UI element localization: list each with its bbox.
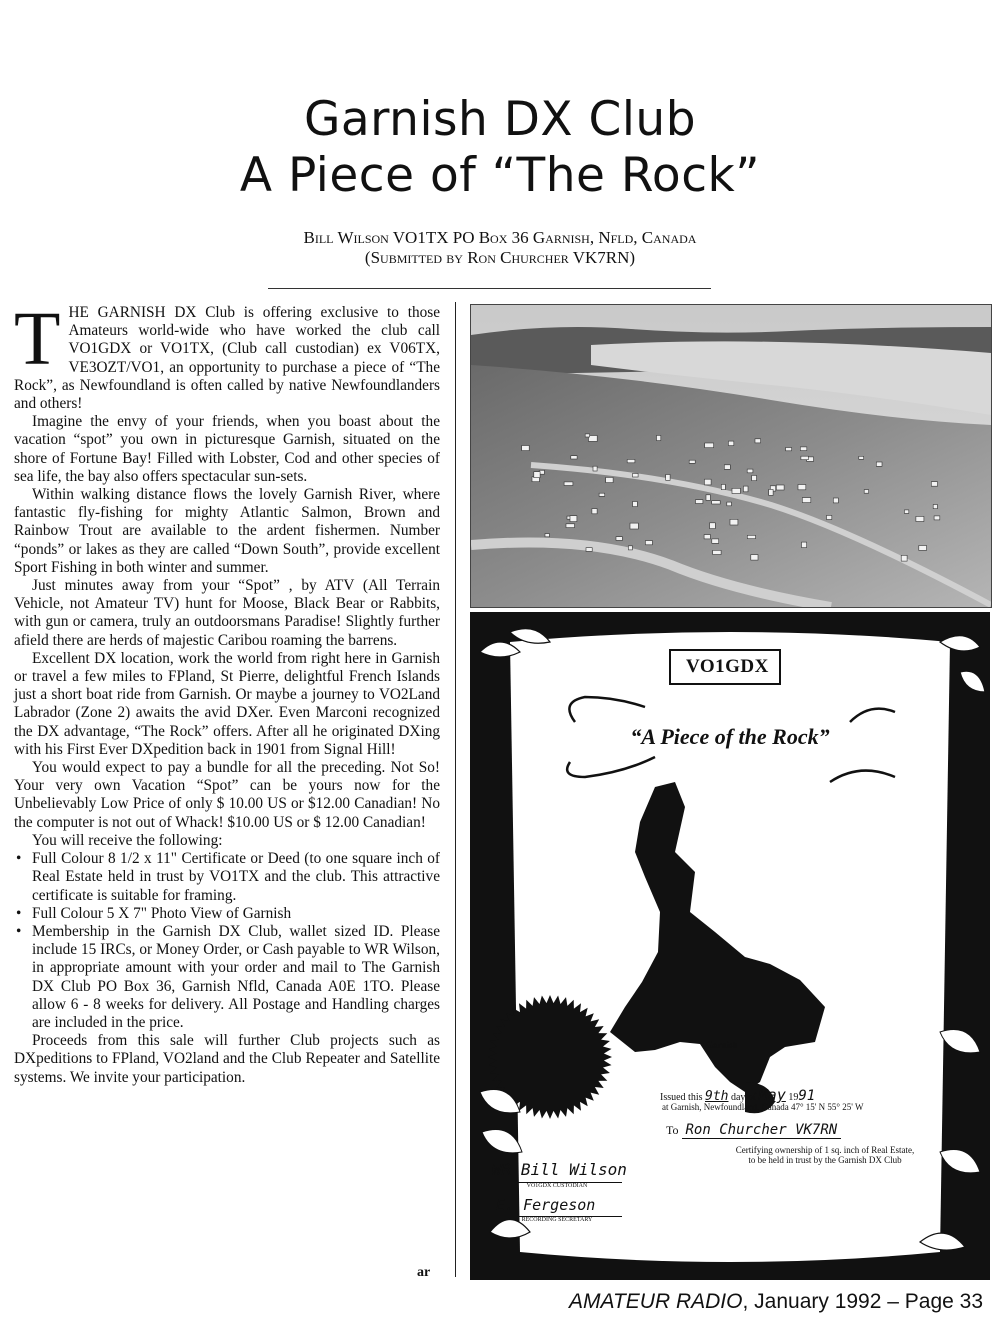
house xyxy=(901,555,907,561)
offer-list xyxy=(14,850,440,1032)
ownership-line-2: to be held in trust by the Garnish DX Club xyxy=(748,1155,902,1165)
house xyxy=(724,465,730,470)
house xyxy=(931,482,937,487)
house xyxy=(633,502,638,507)
house xyxy=(802,498,811,503)
house xyxy=(801,456,808,460)
house xyxy=(585,434,589,437)
certificate-location: at Garnish, Newfoundland, Canada 47° 15' N 55° 25' W xyxy=(662,1102,864,1112)
certificate-callsign: VO1GDX xyxy=(686,656,769,677)
list-item: • Full Colour 5 X 7" Photo View of Garnish xyxy=(32,905,440,923)
house xyxy=(571,456,577,459)
column-divider xyxy=(455,302,456,1277)
house xyxy=(522,446,530,451)
house xyxy=(599,493,605,496)
house xyxy=(728,441,733,446)
house xyxy=(833,498,838,503)
house xyxy=(645,541,652,545)
house xyxy=(743,486,748,492)
publication-name: AMATEUR RADIO xyxy=(569,1290,743,1313)
submitter-line: (Submitted by Ron Churcher VK7RN) xyxy=(364,248,636,267)
house xyxy=(747,469,753,473)
byline xyxy=(0,228,1000,268)
house xyxy=(704,535,710,539)
map-label-garnish: Garnish xyxy=(706,1040,738,1050)
house xyxy=(800,447,807,451)
house xyxy=(627,459,635,462)
article-title xyxy=(0,92,1000,204)
leaf-corner-right xyxy=(940,1030,980,1173)
house xyxy=(628,546,632,550)
issued-month: May xyxy=(758,1086,786,1104)
house xyxy=(755,439,761,443)
paragraph-6: You would expect to pay a bundle for all the preceding. Not So! Your very own Vacation “Spot” can be yours now for the Unbelievably Low Price of only $ 10.00 US or $12.00 Canadian! No the computer is not out of Whack! $10.00 US or $ 12.00 Canadian! xyxy=(14,759,440,831)
paragraph-1-text: HE GARNISH DX Club is offering exclusive to those Amateurs world-wide who have worked the club call VO1GDX or VO1TX, (Club call custodian) ex V06TX, VE3OZT/VO1, an opportunity to purchase a piece of “The Rock”, as Newfoundland is often called by native Newfoundlanders and others! xyxy=(14,304,440,413)
house xyxy=(657,435,661,440)
house xyxy=(802,542,807,548)
certificate xyxy=(470,612,990,1280)
issued-prefix: Issued this xyxy=(660,1092,703,1103)
house xyxy=(593,466,597,471)
house xyxy=(592,509,597,514)
list-item: • Full Colour 8 1/2 x 11" Certificate or Deed (to one square inch of Real Estate held in trust by VO1TX and the club. This attractive certificate is suitable for framing. xyxy=(32,850,440,905)
aerial-photo xyxy=(470,304,992,608)
end-mark: ar xyxy=(417,1265,431,1280)
house xyxy=(776,485,784,490)
house xyxy=(786,448,792,451)
house xyxy=(919,546,927,551)
issue-and-page: , January 1992 – Page 33 xyxy=(742,1290,983,1313)
recipient-line xyxy=(666,1122,946,1138)
role-custodian: VO1GDX CUSTODIAN xyxy=(492,1182,622,1189)
house xyxy=(732,488,740,493)
ownership-statement xyxy=(710,1145,940,1165)
house xyxy=(633,474,639,478)
house xyxy=(933,505,937,509)
house xyxy=(606,477,613,482)
paragraph-3: Within walking distance flows the lovely Garnish River, where fantastic fly-fishing for mighty Atlantic Salmon, Brown and Rainbow Trout are available to the ardent fishermen. Number “ponds” or lakes as they are called “Down South”, provide excellent Sport Fishing in both winter and summer. xyxy=(14,486,440,576)
issued-day: 9th xyxy=(705,1089,729,1104)
house xyxy=(570,516,577,522)
house xyxy=(752,475,757,480)
house xyxy=(859,456,864,459)
signature-custodian: WR Bill Wilson xyxy=(492,1160,627,1179)
list-item: • Membership in the Garnish DX Club, wallet sized ID. Please include 15 IRCs, or Money Order, or Cash payable to WR Wilson, in appropriate amount with your order and mail to The Garnish DX Club PO Box 36, Garnish Nfld, Canada A0E 1TO. Please allow 6 - 8 weeks for delivery. All Postage and Handling charges are included in the price. xyxy=(32,923,440,1032)
house xyxy=(751,555,758,561)
house xyxy=(704,479,711,485)
house xyxy=(904,510,908,514)
issued-year: 91 xyxy=(798,1088,816,1104)
house xyxy=(916,516,924,521)
paragraph-1 xyxy=(14,297,440,413)
signature-secretary: E. Fergeson xyxy=(496,1196,596,1214)
house xyxy=(534,472,540,478)
title-line-1: Garnish DX Club xyxy=(303,92,697,147)
paragraph-7: You will receive the following: xyxy=(32,831,223,849)
year-prefix: 19 xyxy=(788,1092,799,1103)
house xyxy=(827,515,832,519)
day-of: day of xyxy=(730,1092,757,1103)
paragraph-4: Just minutes away from your “Spot” , by ATV (All Terrain Vehicle, not Amateur TV) hunt for Moose, Black Bear or Rabbits, with gun or camera, truly an outdoorsmans Paradise! Slightly further afield there are herds of majestic Caribou roaming the barrens. xyxy=(14,577,440,649)
house xyxy=(934,516,940,520)
house xyxy=(545,534,549,537)
to-label: To xyxy=(666,1123,679,1137)
page-footer xyxy=(0,1290,983,1314)
house xyxy=(727,502,732,506)
house xyxy=(713,550,721,554)
house xyxy=(696,500,703,504)
house xyxy=(798,485,806,490)
house xyxy=(586,548,592,552)
house xyxy=(666,475,670,481)
house xyxy=(705,443,714,448)
paragraph-5: Excellent DX location, work the world from right here in Garnish or travel a few miles to FPland, St Pierre, delightful French Islands just a short boat ride from Garnish. Or maybe a journey to VO2Land Labrador (Zone 2) awaits the avid DXer. Even Marconi recognized the DX advantage, “The Rock” offers. After all he originated DXing with his First Ever DXpedition back in 1901 from Signal Hill! xyxy=(14,649,440,758)
title-rule xyxy=(268,288,711,289)
house xyxy=(706,495,710,501)
house xyxy=(710,523,716,529)
certificate-motto: “A Piece of the Rock” xyxy=(630,724,830,749)
article-body xyxy=(14,297,440,1087)
drop-cap: T xyxy=(14,297,61,381)
house xyxy=(712,501,721,504)
house xyxy=(566,524,575,528)
house xyxy=(730,519,738,525)
house xyxy=(564,482,573,486)
house xyxy=(864,490,868,494)
author-line: Bill Wilson VO1TX PO Box 36 Garnish, Nfld, Canada xyxy=(303,228,697,247)
house xyxy=(769,489,773,495)
house xyxy=(721,484,725,489)
recipient-name: Ron Churcher VK7RN xyxy=(682,1122,842,1139)
ownership-line-1: Certifying ownership of 1 sq. inch of Real Estate, xyxy=(735,1145,915,1155)
certificate-artwork xyxy=(470,612,990,1280)
house xyxy=(747,535,755,538)
house xyxy=(689,460,695,463)
house xyxy=(630,523,638,529)
paragraph-2: Imagine the envy of your friends, when you boast about the vacation “spot” you own in picturesque Garnish, situated on the shore of Fortune Bay! Filled with Lobster, Cod and other species of sea life, the bay also offers spectacular sun-sets. xyxy=(14,413,440,485)
house xyxy=(876,462,882,466)
paragraph-8: Proceeds from this sale will further Club projects such as DXpeditions to FPland, VO2land and the Club Repeater and Satellite systems. We invite your participation. xyxy=(14,1032,440,1086)
house xyxy=(616,537,622,541)
role-secretary: RECORDING SECRETARY xyxy=(492,1216,622,1223)
title-line-2: A Piece of “The Rock” xyxy=(239,148,761,203)
house xyxy=(712,539,719,543)
